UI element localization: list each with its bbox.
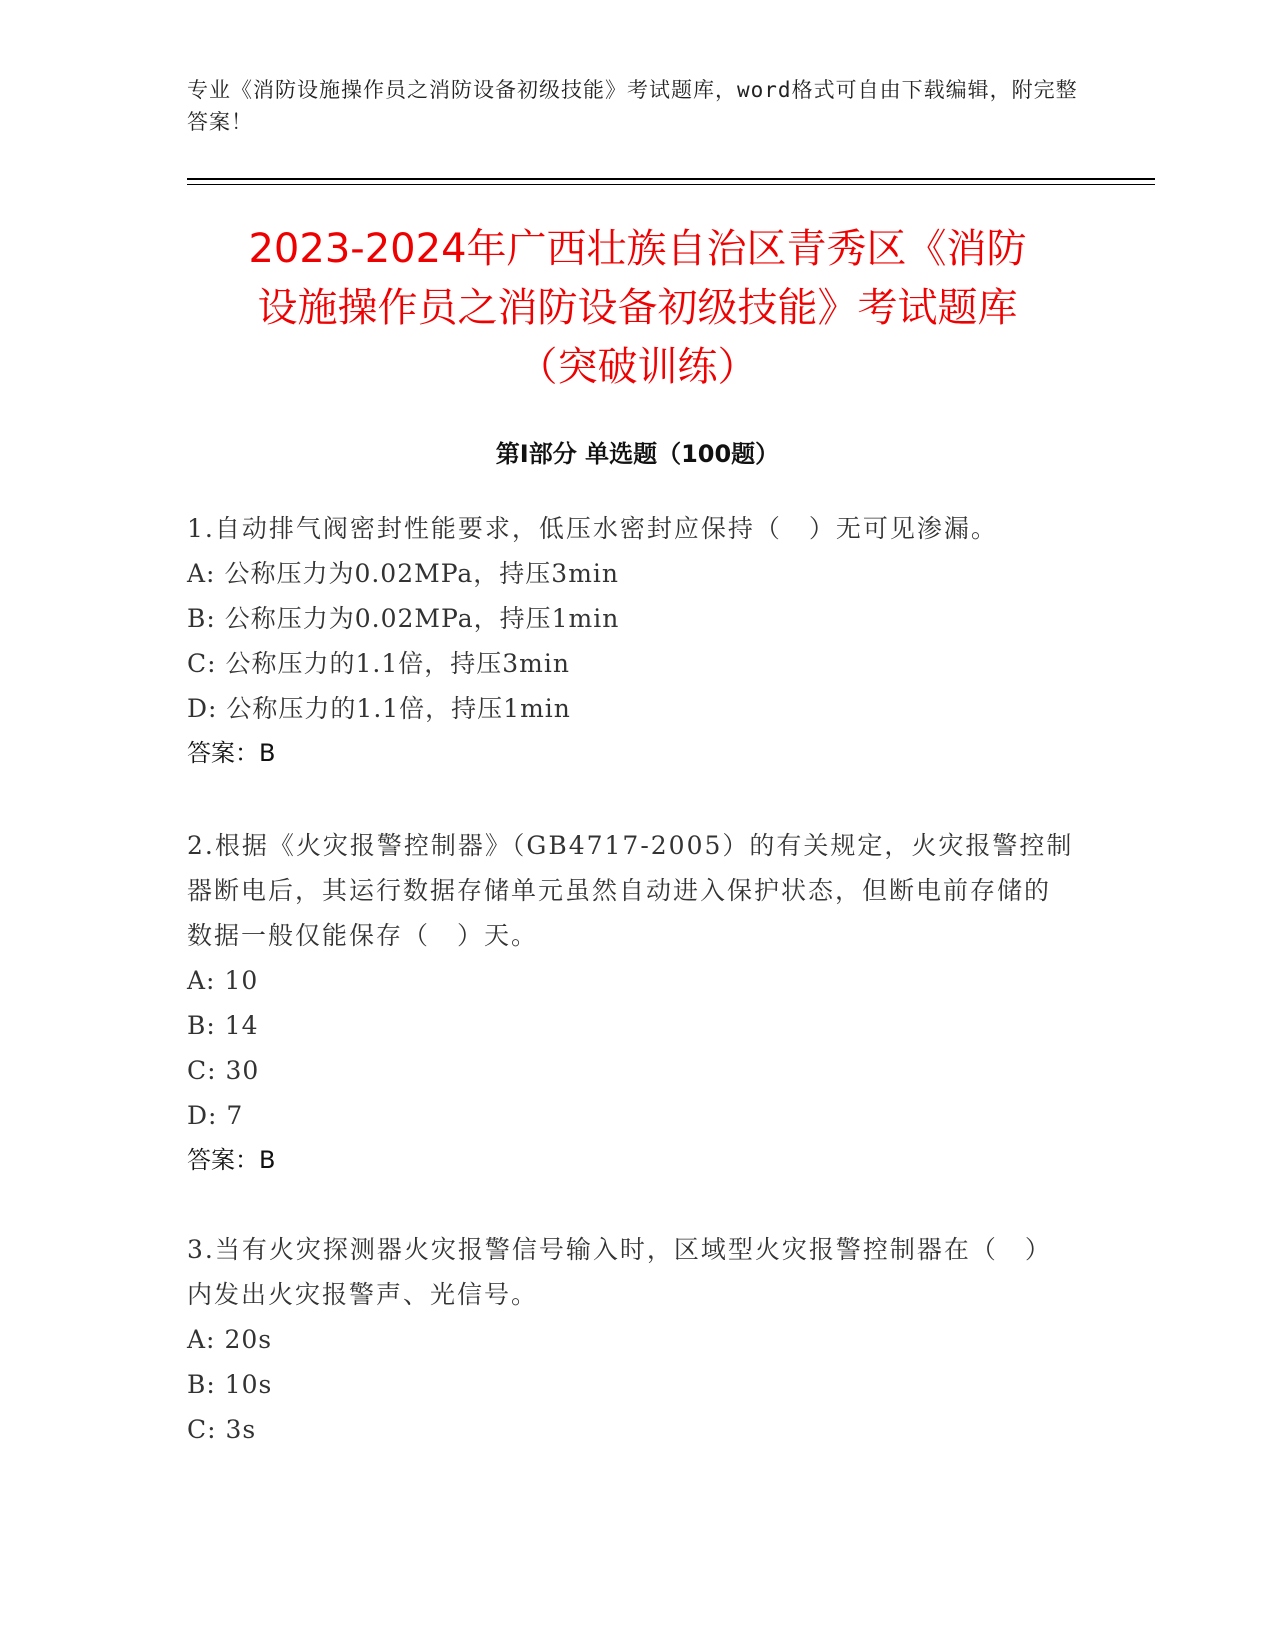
header-divider-thin	[187, 184, 1155, 185]
option-b	[187, 1362, 1077, 1407]
question-1	[187, 506, 1077, 776]
title-line-1: 2023-2024年广西壮族自治区青秀区《消防	[248, 226, 1027, 272]
option-letter: C:	[187, 649, 217, 678]
option-c	[187, 1048, 1077, 1093]
question-stem: 2.根据《火灾报警控制器》（GB4717-2005）的有关规定，火灾报警控制器断电后，其运行数据存储单元虽然自动进入保护状态，但断电前存储的数据一般仅能保存（ ）天。	[187, 831, 1074, 950]
option-letter: A:	[187, 1325, 216, 1354]
option-a	[187, 958, 1077, 1003]
option-text: 20s	[224, 1325, 273, 1354]
option-c	[187, 1407, 1077, 1452]
document-title	[160, 220, 1115, 397]
option-b	[187, 1003, 1077, 1048]
question-3	[187, 1227, 1077, 1452]
option-text: 公称压力为0.02MPa，持压3min	[224, 559, 620, 588]
option-text: 公称压力为0.02MPa，持压1min	[224, 604, 620, 633]
option-a	[187, 1317, 1077, 1362]
option-letter: A:	[187, 559, 216, 588]
answer: 答案：B	[187, 739, 276, 767]
option-text: 7	[226, 1101, 244, 1130]
question-2	[187, 823, 1077, 1183]
answer: 答案：B	[187, 1146, 276, 1174]
option-letter: D:	[187, 1101, 218, 1130]
option-letter: B:	[187, 1370, 216, 1399]
option-b	[187, 596, 1077, 641]
option-text: 公称压力的1.1倍，持压1min	[226, 694, 571, 723]
option-text: 14	[224, 1011, 259, 1040]
option-d	[187, 686, 1077, 731]
question-stem: 1.自动排气阀密封性能要求，低压水密封应保持（ ）无可见渗漏。	[187, 514, 998, 543]
option-letter: D:	[187, 694, 218, 723]
header-divider-thick	[187, 178, 1155, 180]
question-stem: 3.当有火灾探测器火灾报警信号输入时，区域型火灾报警控制器在（ ）内发出火灾报警声、光信号。	[187, 1235, 1052, 1309]
option-text: 公称压力的1.1倍，持压3min	[225, 649, 570, 678]
option-letter: A:	[187, 966, 216, 995]
title-line-3: （突破训练）	[517, 344, 758, 390]
header-note: 专业《消防设施操作员之消防设备初级技能》考试题库，word格式可自由下载编辑，附完整答案！	[187, 78, 1078, 134]
title-line-2: 设施操作员之消防设备初级技能》考试题库	[257, 285, 1018, 331]
option-text: 10	[224, 966, 259, 995]
option-text: 3s	[225, 1415, 257, 1444]
option-d	[187, 1093, 1077, 1138]
option-text: 10s	[224, 1370, 273, 1399]
option-letter: C:	[187, 1415, 217, 1444]
option-c	[187, 641, 1077, 686]
section-title: 第Ⅰ部分 单选题（100题）	[495, 440, 780, 468]
option-a	[187, 551, 1077, 596]
option-letter: C:	[187, 1056, 217, 1085]
option-letter: B:	[187, 1011, 216, 1040]
option-letter: B:	[187, 604, 216, 633]
option-text: 30	[225, 1056, 260, 1085]
